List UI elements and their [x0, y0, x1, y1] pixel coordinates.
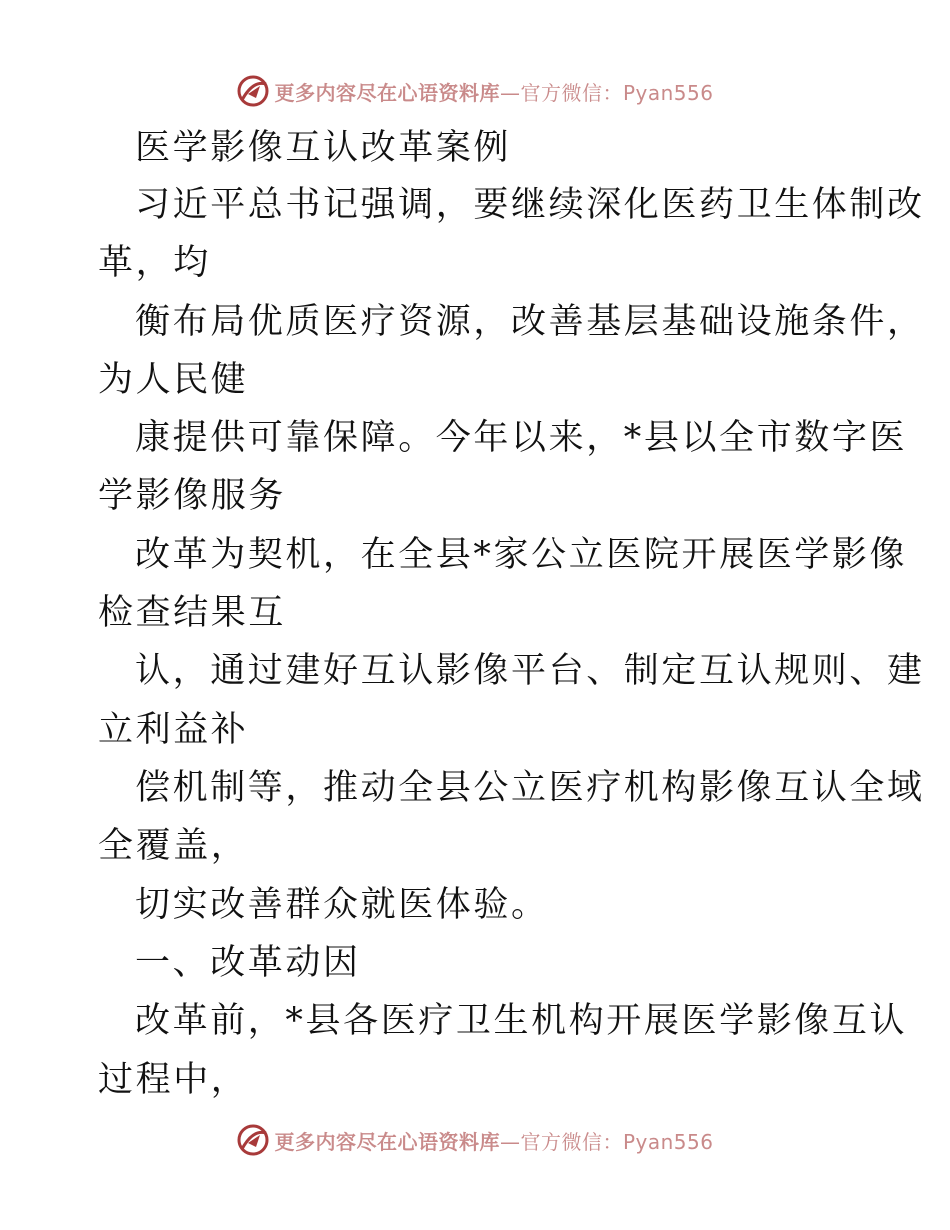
- paragraph-line: 检查结果互: [98, 593, 287, 633]
- watermark-suffix: —官方微信：Pyan556: [499, 1129, 714, 1154]
- logo-icon: [236, 74, 270, 108]
- paragraph-line: 认，通过建好互认影像平台、制定互认规则、建: [135, 651, 925, 691]
- paragraph-line: 切实改善群众就医体验。: [135, 885, 549, 925]
- section-heading: 一、改革动因: [135, 943, 361, 983]
- paragraph-line: 学影像服务: [98, 476, 287, 516]
- paragraph-line: 革，均: [98, 243, 211, 283]
- watermark-text: 更多内容尽在心语资料库: [274, 1129, 500, 1154]
- paragraph-line: 康提供可靠保障。今年以来，*县以全市数字医: [135, 418, 908, 458]
- paragraph-line: 立利益补: [98, 710, 249, 750]
- paragraph-line: 衡布局优质医疗资源，改善基层基础设施条件，: [135, 302, 925, 342]
- paragraph-line: 偿机制等，推动全县公立医疗机构影像互认全域: [135, 768, 925, 808]
- header-watermark: [0, 71, 950, 111]
- watermark-text: 更多内容尽在心语资料库: [274, 80, 500, 105]
- paragraph-line: 习近平总书记强调，要继续深化医药卫生体制改: [135, 185, 925, 225]
- document-title: 医学影像互认改革案例: [135, 128, 512, 168]
- paragraph-line: 全覆盖，: [98, 826, 249, 866]
- logo-icon: [236, 1123, 270, 1157]
- paragraph-line: 改革前，*县各医疗卫生机构开展医学影像互认: [135, 1001, 908, 1041]
- paragraph-line: 为人民健: [98, 360, 249, 400]
- paragraph-line: 改革为契机，在全县*家公立医院开展医学影像: [135, 535, 908, 575]
- footer-watermark: [0, 1120, 950, 1160]
- watermark-suffix: —官方微信：Pyan556: [499, 80, 714, 105]
- paragraph-line: 过程中，: [98, 1060, 249, 1100]
